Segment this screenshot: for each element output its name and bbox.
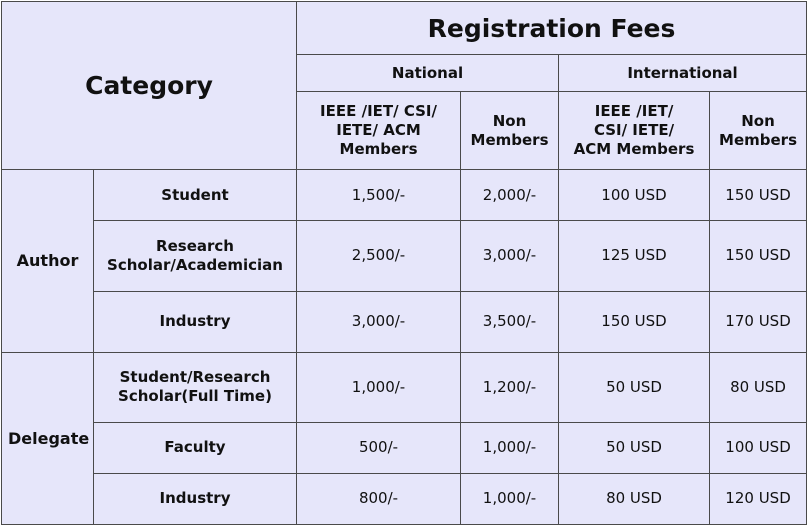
fee-international-member: 50 USD	[559, 422, 710, 473]
table-row	[2, 221, 807, 291]
header-line: Members	[719, 130, 797, 149]
table-row	[2, 291, 807, 352]
row-label-line: Student/Research	[119, 368, 271, 387]
fee-international-member: 100 USD	[559, 170, 710, 221]
table-row	[2, 473, 807, 524]
fee-national-non-member: 1,000/-	[461, 473, 559, 524]
row-label	[94, 221, 297, 291]
international-members-header	[559, 92, 710, 170]
row-label-line: Scholar/Academician	[107, 255, 283, 274]
fee-national-non-member: 2,000/-	[461, 170, 559, 221]
header-line: IEEE /IET/ CSI/	[320, 102, 437, 121]
row-label	[94, 473, 297, 524]
registration-fees-table	[1, 1, 807, 525]
fee-national-member: 1,000/-	[297, 352, 461, 422]
fee-international-non-member: 150 USD	[710, 221, 807, 291]
group-label-author: Author	[2, 170, 94, 352]
header-row-1	[2, 2, 807, 55]
row-label	[94, 352, 297, 422]
fee-international-non-member: 150 USD	[710, 170, 807, 221]
header-line: IETE/ ACM	[336, 121, 421, 140]
table-row	[2, 422, 807, 473]
header-line: Members	[339, 140, 418, 159]
row-label-line: Industry	[159, 312, 231, 331]
fee-international-member: 80 USD	[559, 473, 710, 524]
international-header: International	[559, 55, 807, 92]
fee-international-member: 125 USD	[559, 221, 710, 291]
fee-national-member: 2,500/-	[297, 221, 461, 291]
row-label	[94, 170, 297, 221]
category-header: Category	[2, 2, 297, 170]
header-line: IEEE /IET/	[594, 102, 674, 121]
fee-national-non-member: 1,200/-	[461, 352, 559, 422]
fee-national-non-member: 3,500/-	[461, 291, 559, 352]
fee-international-non-member: 100 USD	[710, 422, 807, 473]
header-line: CSI/ IETE/	[593, 121, 675, 140]
fee-national-member: 3,000/-	[297, 291, 461, 352]
registration-fees-header: Registration Fees	[297, 2, 807, 55]
national-members-header	[297, 92, 461, 170]
fee-national-non-member: 3,000/-	[461, 221, 559, 291]
row-label	[94, 291, 297, 352]
fee-international-member: 50 USD	[559, 352, 710, 422]
fee-national-member: 800/-	[297, 473, 461, 524]
fee-international-non-member: 80 USD	[710, 352, 807, 422]
row-label	[94, 422, 297, 473]
header-line: Non	[741, 111, 775, 130]
fee-national-member: 1,500/-	[297, 170, 461, 221]
row-label-line: Research	[156, 236, 234, 255]
fee-international-member: 150 USD	[559, 291, 710, 352]
national-non-members-header	[461, 92, 559, 170]
row-label-line: Industry	[159, 489, 231, 508]
fee-international-non-member: 170 USD	[710, 291, 807, 352]
row-label-line: Faculty	[164, 438, 226, 457]
table-row	[2, 170, 807, 221]
fee-international-non-member: 120 USD	[710, 473, 807, 524]
international-non-members-header	[710, 92, 807, 170]
header-line: Non	[492, 111, 527, 130]
table-row	[2, 352, 807, 422]
row-label-line: Scholar(Full Time)	[118, 387, 272, 406]
fee-national-member: 500/-	[297, 422, 461, 473]
header-line: Members	[470, 130, 549, 149]
group-label-delegate: Delegate	[2, 352, 94, 524]
national-header: National	[297, 55, 559, 92]
row-label-line: Student	[161, 185, 229, 204]
fee-national-non-member: 1,000/-	[461, 422, 559, 473]
header-line: ACM Members	[573, 140, 695, 159]
